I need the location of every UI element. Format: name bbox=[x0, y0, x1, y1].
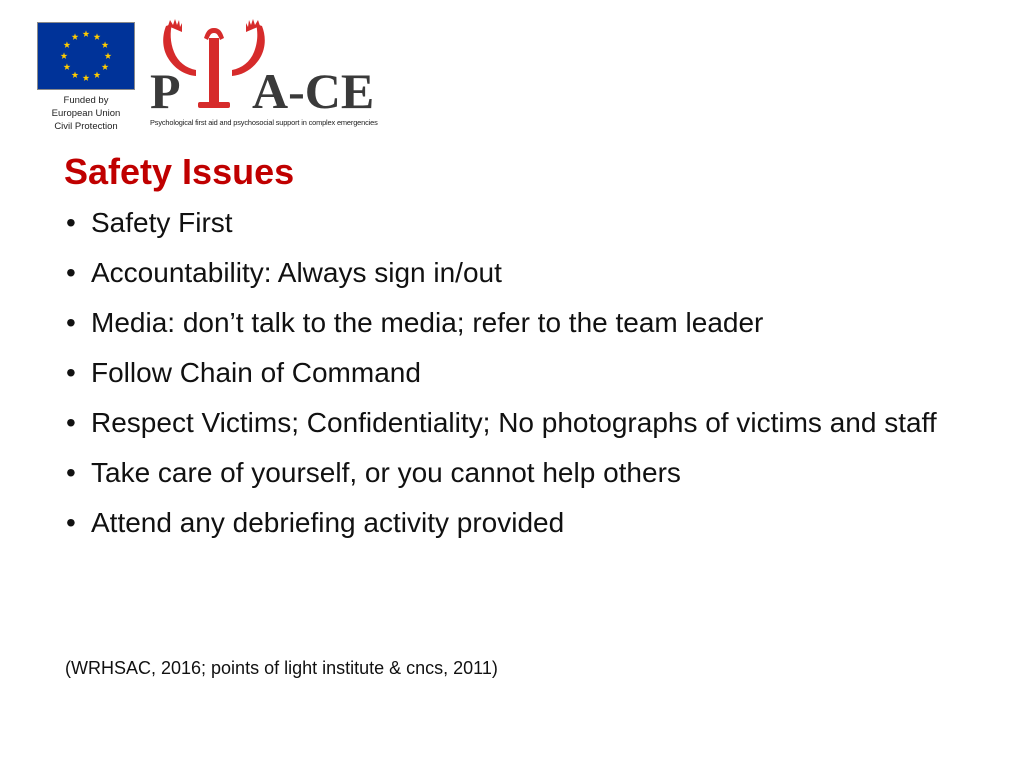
list-item bbox=[66, 405, 996, 441]
svg-text:A-CE: A-CE bbox=[252, 63, 375, 116]
list-item bbox=[66, 255, 996, 291]
eu-caption-line: Civil Protection bbox=[54, 121, 118, 132]
bullet-marker: • bbox=[66, 457, 76, 488]
psyace-project-logo bbox=[148, 18, 393, 133]
eu-caption-line: Funded by bbox=[63, 95, 109, 106]
slide-title: Safety Issues bbox=[64, 151, 295, 192]
bullet-text: Accountability: Always sign in/out bbox=[91, 257, 502, 288]
list-item bbox=[66, 455, 996, 491]
bullet-marker: • bbox=[66, 357, 76, 388]
bullet-marker: • bbox=[66, 307, 76, 338]
list-item bbox=[66, 355, 996, 391]
bullet-text: Media: don’t talk to the media; refer to the team leader bbox=[91, 307, 764, 338]
citation: (WRHSAC, 2016; points of light institute & cncs, 2011) bbox=[65, 658, 498, 678]
bullet-list bbox=[66, 205, 996, 555]
bullet-text: Take care of yourself, or you cannot help others bbox=[91, 457, 681, 488]
bullet-text: Attend any debriefing activity provided bbox=[91, 507, 565, 538]
list-item bbox=[66, 505, 996, 541]
eu-funding-logo bbox=[36, 22, 136, 133]
eu-flag-icon bbox=[37, 22, 135, 90]
psyace-logo-mark bbox=[148, 18, 393, 116]
bullet-text: Respect Victims; Confidentiality; No photographs of victims and staff bbox=[91, 407, 937, 438]
bullet-marker: • bbox=[66, 407, 76, 438]
project-tagline: Psychological first aid and psychosocial support in complex emergencies bbox=[150, 118, 378, 127]
svg-text:P: P bbox=[150, 63, 181, 116]
eu-funding-caption bbox=[36, 94, 136, 133]
bullet-marker: • bbox=[66, 207, 76, 238]
bullet-text: Safety First bbox=[91, 207, 233, 238]
list-item bbox=[66, 205, 996, 241]
bullet-text: Follow Chain of Command bbox=[91, 357, 421, 388]
bullet-marker: • bbox=[66, 257, 76, 288]
list-item bbox=[66, 305, 996, 341]
bullet-marker: • bbox=[66, 507, 76, 538]
eu-caption-line: European Union bbox=[51, 108, 121, 119]
